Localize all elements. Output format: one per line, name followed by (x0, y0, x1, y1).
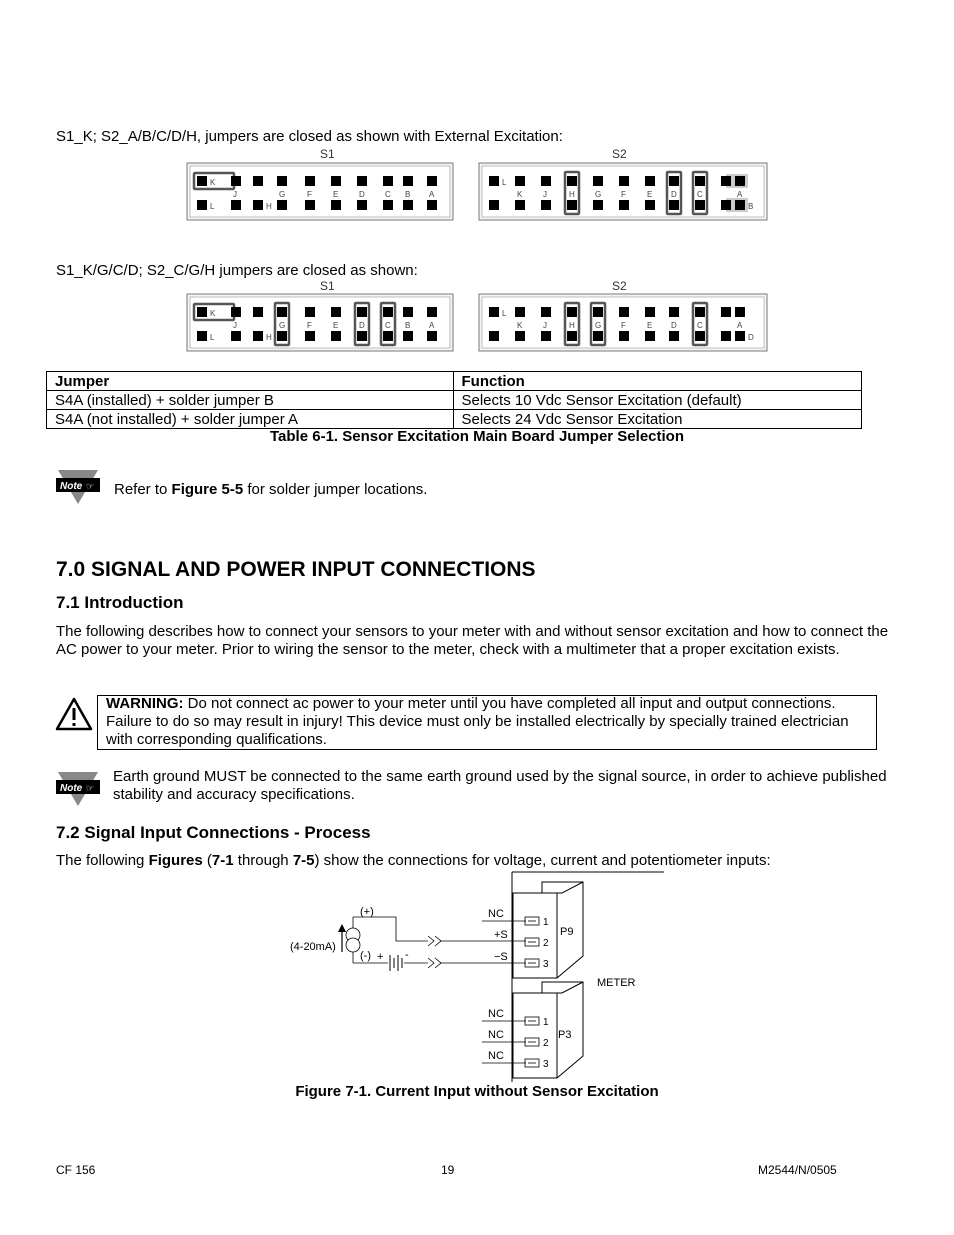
jumper-pin (305, 200, 315, 210)
jumper-pin (489, 200, 499, 210)
footer-right: M2544/N/0505 (758, 1163, 837, 1177)
jumper-pin (541, 176, 551, 186)
jumper-pin-letter: K (517, 321, 523, 330)
subsection-heading-intro: 7.1 Introduction (56, 593, 184, 612)
note-icon-text: Note (60, 481, 83, 492)
figures-paragraph: The following Figures (7-1 through 7-5) show the connections for voltage, current and potentiometer inputs: (56, 852, 771, 869)
jumper-pin-letter: J (233, 321, 237, 330)
jumper-pin (669, 331, 679, 341)
jumper-pin (515, 331, 525, 341)
p9-pin-label: −S (494, 951, 508, 963)
jumper-pin (645, 200, 655, 210)
jumper-pin-letter: J (543, 190, 547, 199)
jumper-pin-letter: F (621, 321, 626, 330)
jumper-pin (427, 200, 437, 210)
jumper-pin (735, 176, 745, 186)
s2-label-1: S2 (612, 147, 627, 161)
jumper-pin-letter: L (210, 333, 215, 342)
warning-icon (55, 697, 93, 731)
s1-jumper-block-2 (186, 293, 454, 353)
p3-connector (513, 982, 583, 1078)
jumper-pin (277, 176, 287, 186)
jumper-pin (541, 200, 551, 210)
jumper-pin (427, 176, 437, 186)
minus-terminal: (-) (360, 950, 371, 962)
jumper-pin (669, 176, 679, 186)
terminal-number: 3 (543, 1059, 549, 1070)
jumper-pin-letter: B (405, 321, 411, 330)
jumper-pin (383, 307, 393, 317)
jumper-pin (197, 307, 207, 317)
wiring-diagram (280, 868, 680, 1086)
jumper-caption-1: S1_K; S2_A/B/C/D/H, jumpers are closed as shown with External Excitation: (56, 128, 563, 145)
footer-left: CF 156 (56, 1163, 96, 1177)
jumper-pin (619, 331, 629, 341)
p3-label: P3 (558, 1029, 572, 1041)
table-row (47, 410, 862, 429)
terminal-number: 3 (543, 959, 549, 970)
current-label: (4-20mA) (290, 941, 336, 953)
jumper-pin (403, 331, 413, 341)
jumper-pin (305, 176, 315, 186)
jumper-pin (253, 331, 263, 341)
jumper-pin (593, 331, 603, 341)
jumper-pin (305, 307, 315, 317)
jumper-pin (231, 331, 241, 341)
jumper-table (46, 371, 862, 429)
jumper-pin (253, 307, 263, 317)
jumper-pin (489, 307, 499, 317)
jumper-pin (403, 200, 413, 210)
jumper-pin (403, 176, 413, 186)
jumper-pin (357, 176, 367, 186)
jumper-pin-letter: H (266, 333, 272, 342)
jumper-pin (489, 176, 499, 186)
jumper-pin (695, 200, 705, 210)
p9-pin-label: +S (494, 929, 508, 941)
jumper-pin (331, 176, 341, 186)
jumper-pin-letter: E (647, 321, 653, 330)
jumper-pin (593, 200, 603, 210)
jumper-pin-letter: L (210, 202, 215, 211)
jumper-pin (427, 331, 437, 341)
jumper-pin-letter: H (266, 202, 272, 211)
jumper-pin (331, 307, 341, 317)
jumper-pin (277, 200, 287, 210)
jumper-pin-letter: A (429, 190, 435, 199)
jumper-pin (669, 200, 679, 210)
jumper-pin-letter: A (737, 321, 743, 330)
jumper-pin (357, 307, 367, 317)
jumper-pin (695, 307, 705, 317)
s2-jumper-block-1 (478, 162, 768, 222)
jumper-caption-2: S1_K/G/C/D; S2_C/G/H jumpers are closed as shown: (56, 262, 418, 279)
jumper-pin-letter: B (748, 202, 754, 211)
jumper-pin (197, 176, 207, 186)
table-cell: S4A (not installed) + solder jumper A (47, 410, 454, 429)
terminal-number: 2 (543, 1038, 549, 1049)
table-cell: Selects 24 Vdc Sensor Excitation (453, 410, 862, 429)
jumper-pin-letter: F (307, 190, 312, 199)
jumper-pin-letter: J (233, 190, 237, 199)
jumper-pin-letter: K (210, 309, 216, 318)
jumper-pin (721, 331, 731, 341)
jumper-pin (619, 176, 629, 186)
jumper-pin (735, 307, 745, 317)
jumper-pin (567, 176, 577, 186)
warning-text: WARNING: Do not connect ac power to your meter until you have completed all input and output connections. Failure to do so may result in injury! This device must only be installed electrically by specially trained electrician with corresponding qualifications. (106, 695, 849, 748)
jumper-pin (735, 200, 745, 210)
table-header-row (47, 372, 862, 391)
jumper-pin-letter: D (671, 321, 677, 330)
table-caption: Table 6-1. Sensor Excitation Main Board Jumper Selection (270, 428, 684, 445)
jumper-pin-letter: D (359, 321, 365, 330)
jumper-pin (593, 307, 603, 317)
p9-label: P9 (560, 926, 574, 938)
jumper-pin (735, 331, 745, 341)
s2-label-2: S2 (612, 279, 627, 293)
plus-terminal: (+) (360, 906, 374, 918)
jumper-pin-letter: G (595, 190, 602, 199)
figure-ref: Figure 5-5 (171, 481, 244, 498)
jumper-pin (645, 307, 655, 317)
jumper-pin (669, 307, 679, 317)
s1-label-2: S1 (320, 279, 335, 293)
jumper-pin-letter: F (307, 321, 312, 330)
table-cell: Selects 10 Vdc Sensor Excitation (default) (453, 391, 862, 410)
jumper-pin (253, 176, 263, 186)
jumper-pin (197, 331, 207, 341)
jumper-pin (383, 176, 393, 186)
note-text-2: Earth ground MUST be connected to the same earth ground used by the signal source, in order to achieve published stability and accuracy specifications. (113, 768, 887, 803)
svg-text:☞: ☞ (86, 784, 95, 794)
jumper-pin-letter: D (748, 333, 754, 342)
jumper-pin (403, 307, 413, 317)
jumper-pin (721, 176, 731, 186)
jumper-pin (383, 200, 393, 210)
jumper-pin-letter: E (333, 321, 339, 330)
s2-jumper-block-2 (478, 293, 768, 353)
jumper-pin (567, 200, 577, 210)
jumper-pin (567, 307, 577, 317)
svg-text:☞: ☞ (86, 482, 95, 492)
jumper-pin (197, 200, 207, 210)
jumper-pin-letter: L (502, 178, 507, 187)
table-cell: S4A (installed) + solder jumper B (47, 391, 454, 410)
terminal-number: 1 (543, 1017, 549, 1028)
page-number: 19 (441, 1163, 455, 1177)
meter-label: METER (597, 977, 636, 989)
connector-arrows (428, 936, 441, 968)
jumper-pin-letter: G (279, 190, 286, 199)
jumper-pin-letter: D (359, 190, 365, 199)
jumper-pin-letter: B (405, 190, 411, 199)
jumper-pin (541, 331, 551, 341)
s1-label-1: S1 (320, 147, 335, 161)
table-header-jumper: Jumper (47, 372, 454, 391)
jumper-pin-letter: G (279, 321, 286, 330)
jumper-pin (489, 331, 499, 341)
jumper-pin (231, 176, 241, 186)
note-text-1: Refer to Figure 5-5 for solder jumper locations. (114, 481, 428, 498)
jumper-pin (277, 331, 287, 341)
figure-caption: Figure 7-1. Current Input without Sensor Excitation (295, 1083, 659, 1100)
p3-pin-label: NC (488, 1029, 504, 1041)
jumper-pin-letter: E (647, 190, 653, 199)
jumper-pin (567, 331, 577, 341)
jumper-pin-letter: G (595, 321, 602, 330)
jumper-pin-letter: J (543, 321, 547, 330)
section-heading: 7.0 SIGNAL AND POWER INPUT CONNECTIONS (56, 558, 536, 581)
intro-paragraph: The following describes how to connect your sensors to your meter with and without sensor excitation and how to connect the AC power to your meter. Prior to wiring the sensor to the meter, check with a multimeter that a proper excitation exists. (56, 623, 889, 658)
jumper-pin-letter: A (429, 321, 435, 330)
table-row (47, 391, 862, 410)
jumper-pin-letter: K (210, 178, 216, 187)
jumper-pin-letter: K (517, 190, 523, 199)
subsection-heading-process: 7.2 Signal Input Connections - Process (56, 823, 371, 842)
jumper-pin-letter: C (697, 321, 703, 330)
battery-minus: - (405, 949, 409, 961)
jumper-pin-letter: H (569, 321, 575, 330)
p9-pin-label: NC (488, 908, 504, 920)
jumper-pin (695, 176, 705, 186)
p3-pin-label: NC (488, 1008, 504, 1020)
table-header-function: Function (453, 372, 862, 391)
jumper-pin (357, 200, 367, 210)
s1-jumper-block-1 (186, 162, 454, 222)
jumper-pin (721, 307, 731, 317)
battery-plus: + (377, 951, 384, 963)
warning-label: WARNING: (106, 695, 184, 712)
jumper-pin (541, 307, 551, 317)
jumper-pin (231, 200, 241, 210)
jumper-pin (515, 200, 525, 210)
jumper-pin (331, 331, 341, 341)
jumper-pin (695, 331, 705, 341)
jumper-pin-letter: C (385, 190, 391, 199)
jumper-pin-letter: L (502, 309, 507, 318)
jumper-pin-letter: C (385, 321, 391, 330)
jumper-pin (357, 331, 367, 341)
jumper-pin (721, 200, 731, 210)
jumper-pin-letter: D (671, 190, 677, 199)
p3-pin-label: NC (488, 1050, 504, 1062)
terminal-number: 1 (543, 917, 549, 928)
jumper-pin (253, 200, 263, 210)
jumper-pin (645, 176, 655, 186)
jumper-pin (619, 307, 629, 317)
jumper-pin (593, 176, 603, 186)
note-icon (56, 770, 100, 808)
jumper-pin (515, 176, 525, 186)
jumper-pin (331, 200, 341, 210)
jumper-pin (383, 331, 393, 341)
jumper-pin (277, 307, 287, 317)
jumper-pin-letter: H (569, 190, 575, 199)
jumper-pin (619, 200, 629, 210)
note-icon (56, 468, 100, 506)
note-icon-text: Note (60, 783, 83, 794)
jumper-pin (427, 307, 437, 317)
jumper-pin (305, 331, 315, 341)
terminal-number: 2 (543, 938, 549, 949)
jumper-pin-letter: C (697, 190, 703, 199)
jumper-pin (645, 331, 655, 341)
jumper-pin (231, 307, 241, 317)
jumper-pin-letter: A (737, 190, 743, 199)
jumper-pin (515, 307, 525, 317)
jumper-pin-letter: E (333, 190, 339, 199)
jumper-pin-letter: F (621, 190, 626, 199)
